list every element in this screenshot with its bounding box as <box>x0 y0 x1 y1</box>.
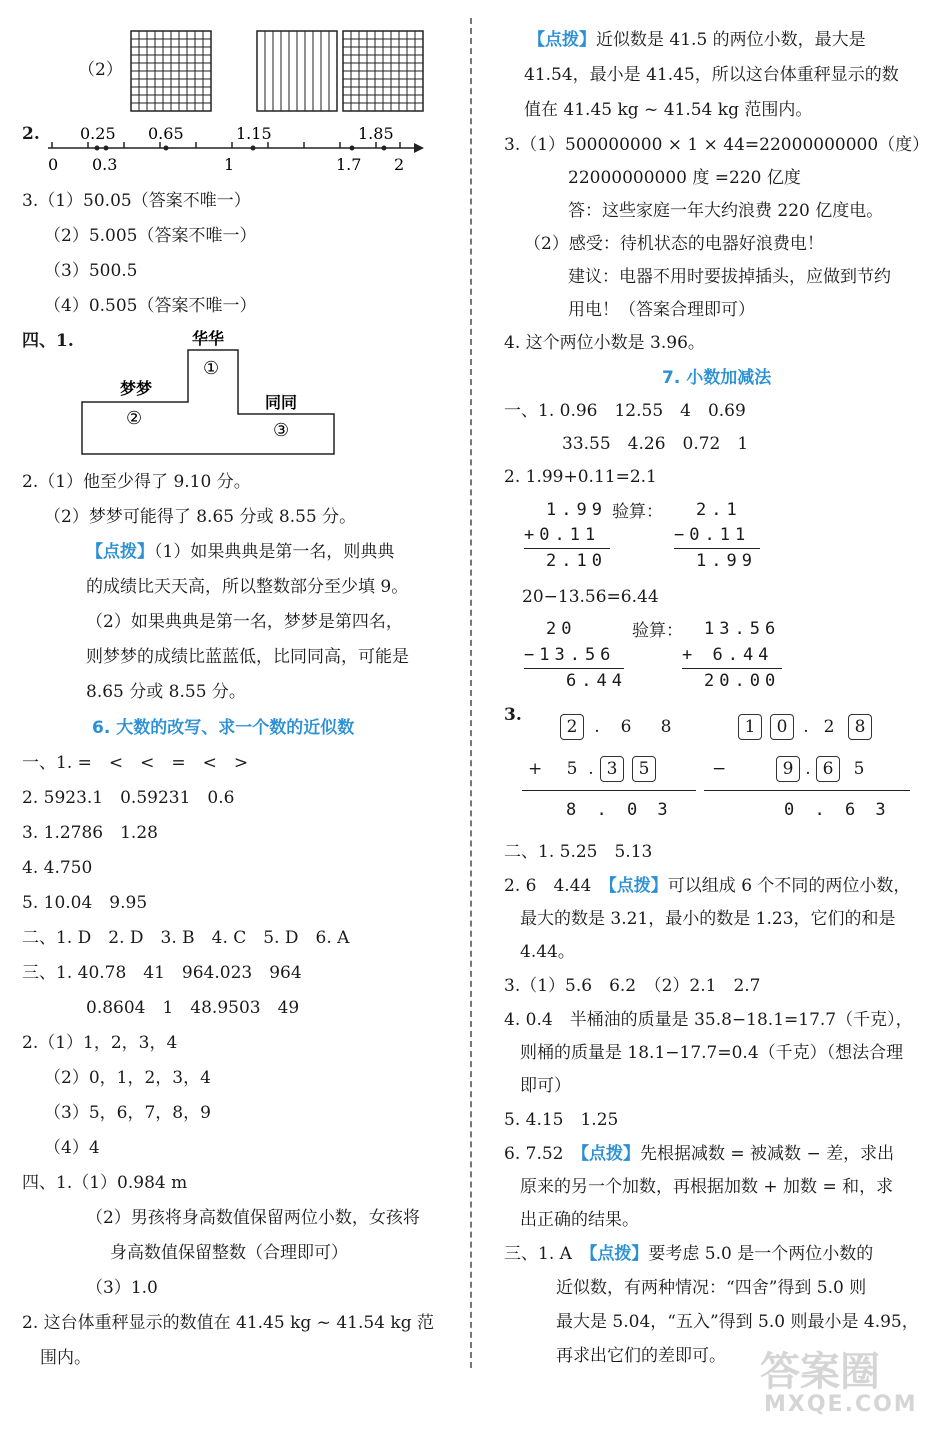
p2-box: 9 <box>776 756 800 782</box>
p2-rule <box>704 790 910 791</box>
r28 <box>504 1242 873 1266</box>
watermark-url: MXQE.COM <box>764 1392 918 1417</box>
p1-dot: . <box>594 717 600 737</box>
v1-check-label: 验算： <box>612 502 663 522</box>
r7: （2）感受：待机状态的电器好浪费电！ <box>524 234 824 254</box>
l21: 三、1. 40.78 41 964.023 964 <box>22 963 302 983</box>
p2-minus: − <box>712 759 727 779</box>
hint-tag: 【点拨】 <box>86 542 154 562</box>
r28-text: 要考虑 5.0 是一个两位小数的 <box>648 1244 874 1264</box>
l25: （3）5，6，7，8，9 <box>44 1103 211 1123</box>
l3: 3.（1）50.05（答案不唯一） <box>22 191 251 211</box>
hint-tag: 【点拨】 <box>528 30 596 50</box>
podium-first-num: ① <box>203 358 220 379</box>
l30: （3）1.0 <box>86 1278 158 1298</box>
v2-top: 2.1 <box>696 500 742 520</box>
l28: （2）男孩将身高数值保留两位小数，女孩将 <box>86 1208 420 1228</box>
r14: 20−13.56=6.44 <box>522 587 659 607</box>
r15: 3. <box>504 705 522 725</box>
r10: 4. 这个两位小数是 3.96。 <box>504 333 705 353</box>
v4-top: 13.56 <box>704 619 781 639</box>
r22: 则桶的质量是 18.1−17.7=0.4（千克）（想法合理 <box>520 1043 904 1063</box>
p1-top <box>556 714 686 740</box>
p2-digit: 5 <box>853 759 865 779</box>
p1-box: 2 <box>560 714 584 740</box>
r25-answer: 6. 7.52 <box>504 1144 581 1164</box>
l22: 0.8604 1 48.9503 49 <box>86 998 300 1018</box>
r3: 值在 41.45 kg ~ 41.54 kg 范围内。 <box>524 100 813 120</box>
v1-rule <box>524 548 610 549</box>
p2-dot: . <box>805 759 811 779</box>
l18: 4. 4.750 <box>22 858 93 878</box>
nl-bottom-0: 0 <box>48 155 59 174</box>
l7: 四、1. <box>22 331 74 351</box>
v2-result: 1.99 <box>696 551 757 571</box>
r25-text: 先根据减数 = 被减数 − 差，求出 <box>639 1144 895 1164</box>
v2-rule <box>674 548 760 549</box>
l8: 2.（1）他至少得了 9.10 分。 <box>22 472 251 492</box>
nl-top-0: 0.25 <box>80 124 116 143</box>
r1 <box>528 28 866 52</box>
r24: 5. 4.15 1.25 <box>504 1110 619 1130</box>
podium-first-name: 华华 <box>192 329 225 348</box>
r17 <box>504 874 910 898</box>
r16: 二、1. 5.25 5.13 <box>504 842 653 862</box>
l31: 2. 这台体重秤显示的数值在 41.45 kg ~ 41.54 kg 范 <box>22 1313 434 1333</box>
v4-rule <box>682 668 782 669</box>
r19: 4.44。 <box>520 942 575 962</box>
hint-tag: 【点拨】 <box>588 1244 649 1264</box>
ten-strips-grid <box>256 30 338 112</box>
l4: （2）5.005（答案不唯一） <box>44 226 257 246</box>
r13: 2. 1.99+0.11=2.1 <box>504 467 657 487</box>
r2: 41.54，最小是 41.45，所以这台体重秤显示的数 <box>524 65 899 85</box>
l29: 身高数值保留整数（合理即可） <box>110 1243 348 1263</box>
r8: 建议：电器不用时要拔掉插头，应做到节约 <box>568 267 891 287</box>
p1-dot: . <box>588 759 594 779</box>
p2-box: 8 <box>848 714 872 740</box>
r25 <box>504 1142 894 1166</box>
podium-second-name: 梦梦 <box>120 379 153 398</box>
p2-box: 6 <box>816 756 840 782</box>
p2-top <box>734 714 876 740</box>
v3-check-label: 验算： <box>632 621 683 641</box>
l32: 围内。 <box>40 1348 91 1368</box>
p2-mid <box>712 756 874 782</box>
l10 <box>86 540 394 564</box>
l23: 2.（1）1，2，3，4 <box>22 1033 178 1053</box>
p1-digit: 6 <box>620 717 632 737</box>
v2-mid: −0.11 <box>674 525 751 545</box>
v4-result: 20.00 <box>704 671 781 691</box>
r27: 出正确的结果。 <box>520 1210 639 1230</box>
v3-rule <box>524 668 624 669</box>
r30: 最大是 5.04，“五入”得到 5.0 则最小是 4.95， <box>556 1312 919 1332</box>
l9: （2）梦梦可能得了 8.65 分或 8.55 分。 <box>44 507 357 527</box>
watermark <box>760 1340 930 1420</box>
r1-text: 近似数是 41.5 的两位小数，最大是 <box>596 30 866 50</box>
r28-answer: 三、1. A <box>504 1244 589 1264</box>
l27: 四、1.（1）0.984 m <box>22 1173 188 1193</box>
r21: 4. 0.4 半桶油的质量是 35.8−18.1=17.7（千克）， <box>504 1010 913 1030</box>
l16: 2. 5923.1 0.59231 0.6 <box>22 788 235 808</box>
p1-plus: + <box>528 759 543 779</box>
l26: （4）4 <box>44 1138 100 1158</box>
r20: 3.（1）5.6 6.2 （2）2.1 2.7 <box>504 976 761 996</box>
p1-mid <box>528 756 660 782</box>
section-7-title: 7. 小数加减法 <box>662 368 772 388</box>
l24: （2）0，1，2，3，4 <box>44 1068 211 1088</box>
column-divider <box>470 18 472 1368</box>
v3-top: 20 <box>546 619 577 639</box>
q2-label: （2） <box>78 60 123 80</box>
hundred-grid-left <box>130 30 212 112</box>
r26: 原来的另一个加数，再根据加数 + 加数 = 和，求 <box>520 1177 894 1197</box>
v3-result: 6.44 <box>566 671 627 691</box>
r4: 3.（1）500000000 × 1 × 44=22000000000（度） <box>504 135 930 155</box>
l10-text: （1）如果典典是第一名，则典典 <box>154 542 395 562</box>
podium-diagram <box>80 326 340 456</box>
p2-box: 1 <box>738 714 762 740</box>
r18: 最大的数是 3.21，最小的数是 1.23，它们的和是 <box>520 909 896 929</box>
r9: 用电！（答案合理即可） <box>568 300 755 320</box>
nl-top-2: 1.15 <box>236 124 272 143</box>
p2-digit: 2 <box>823 717 835 737</box>
watermark-mark: 答案圈 <box>760 1349 880 1395</box>
q2-number: 2. <box>22 124 40 144</box>
p2-dot: . <box>803 717 809 737</box>
podium-second-num: ② <box>126 408 143 429</box>
v1-mid: +0.11 <box>524 525 601 545</box>
r23: 即可） <box>520 1076 571 1096</box>
p1-digit: 8 <box>660 717 672 737</box>
p1-rule <box>522 790 696 791</box>
nl-bottom-4: 2 <box>394 155 405 174</box>
r5: 22000000000 度 =220 亿度 <box>568 168 801 188</box>
l17: 3. 1.2786 1.28 <box>22 823 158 843</box>
number-line <box>40 122 430 178</box>
p1-box: 3 <box>600 756 624 782</box>
r29: 近似数，有两种情况：“四舍”得到 5.0 则 <box>556 1278 867 1298</box>
l5: （3）500.5 <box>44 261 138 281</box>
l19: 5. 10.04 9.95 <box>22 893 148 913</box>
v4-mid: + 6.44 <box>682 645 774 665</box>
nl-bottom-2: 1 <box>224 155 235 174</box>
nl-top-1: 0.65 <box>148 124 184 143</box>
l15: 一、1. = < < = < > <box>22 753 249 773</box>
r31: 再求出它们的差即可。 <box>556 1346 726 1366</box>
nl-bottom-1: 0.3 <box>92 155 118 174</box>
v3-mid: −13.56 <box>524 645 616 665</box>
hint-tag: 【点拨】 <box>580 1144 640 1164</box>
v1-top: 1.99 <box>546 500 607 520</box>
l20: 二、1. D 2. D 3. B 4. C 5. D 6. A <box>22 928 350 948</box>
p1-digit: 5 <box>566 759 578 779</box>
l13: 则梦梦的成绩比蓝蓝低，比同同高，可能是 <box>86 647 409 667</box>
l12: （2）如果典典是第一名，梦梦是第四名， <box>86 612 403 632</box>
nl-top-3: 1.85 <box>358 124 394 143</box>
r17-answer: 2. 6 4.44 <box>504 876 609 896</box>
l6: （4）0.505（答案不唯一） <box>44 296 257 316</box>
nl-bottom-3: 1.7 <box>336 155 362 174</box>
r17-text: 可以组成 6 个不同的两位小数， <box>667 876 911 896</box>
r11: 一、1. 0.96 12.55 4 0.69 <box>504 401 746 421</box>
p2-box: 0 <box>770 714 794 740</box>
hint-tag: 【点拨】 <box>608 876 668 896</box>
section-6-title: 6. 大数的改写、求一个数的近似数 <box>92 718 355 738</box>
hundred-grid-right <box>342 30 424 112</box>
podium-third-num: ③ <box>273 420 290 441</box>
p1-box: 5 <box>632 756 656 782</box>
l14: 8.65 分或 8.55 分。 <box>86 682 246 702</box>
p1-result: 8 . 0 3 <box>566 800 673 820</box>
podium-third-name: 同同 <box>265 393 298 412</box>
l11: 的成绩比天天高，所以整数部分至少填 9。 <box>86 577 409 597</box>
r12: 33.55 4.26 0.72 1 <box>562 434 749 454</box>
p2-result: 0 . 6 3 <box>784 800 891 820</box>
v1-result: 2.10 <box>546 551 607 571</box>
r6: 答：这些家庭一年大约浪费 220 亿度电。 <box>568 201 884 221</box>
